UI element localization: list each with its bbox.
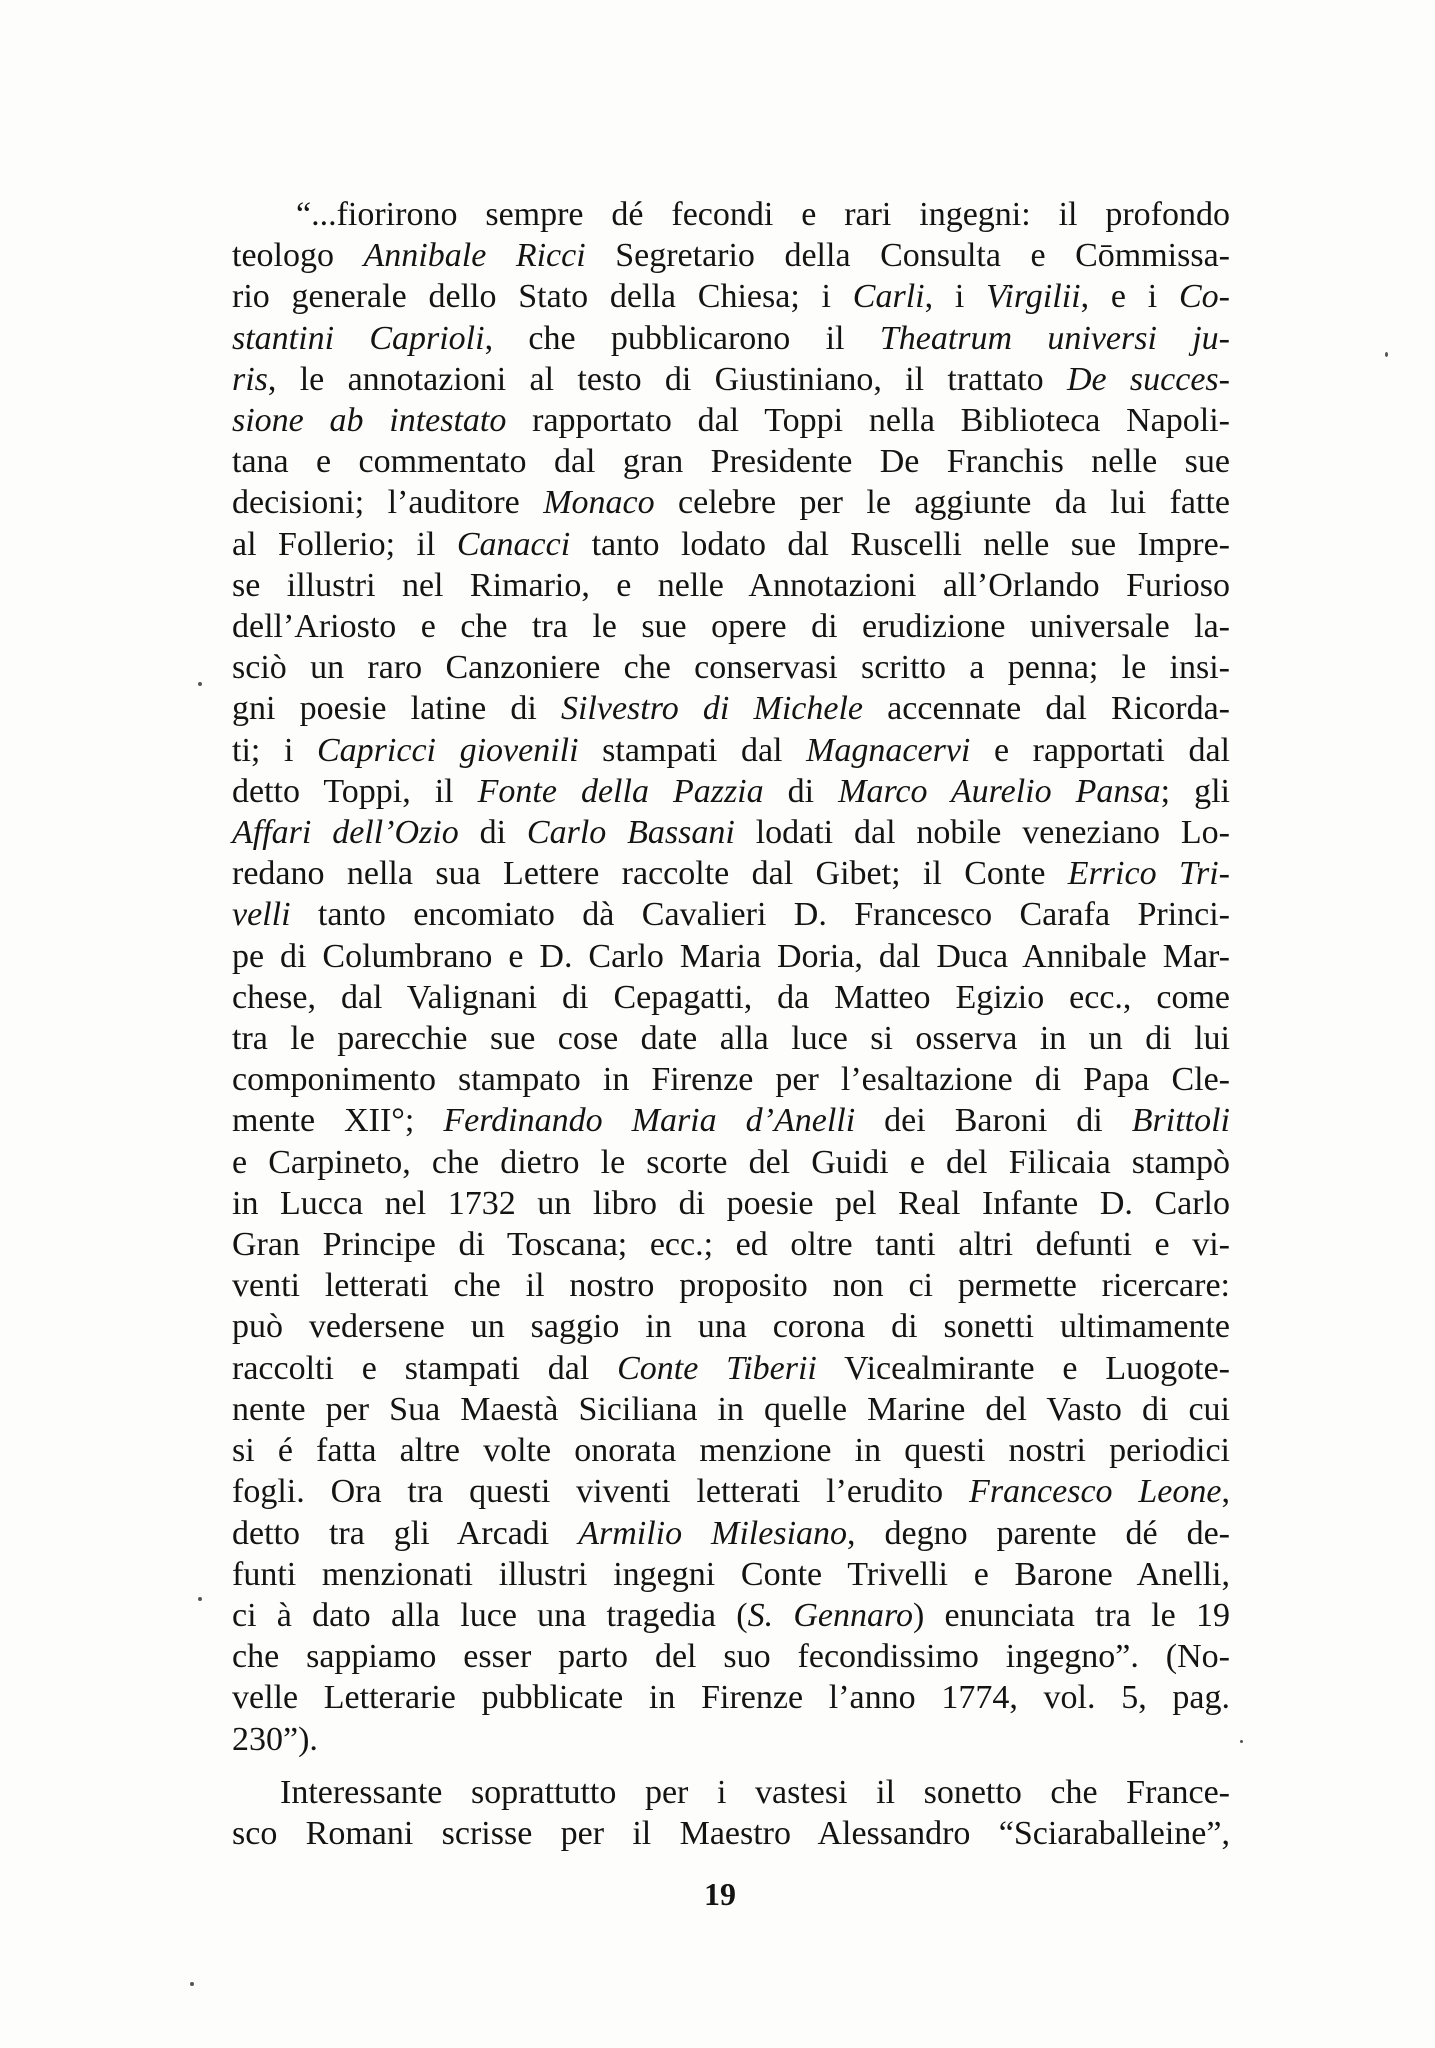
text-line	[232, 936, 1230, 977]
italic-text: Theatrum universi ju-	[879, 319, 1230, 357]
text-segment: tanto encomiato dà Cavalieri D. Francesco Carafa Princi-	[290, 896, 1230, 934]
italic-text: S. Gennaro	[747, 1596, 913, 1634]
text-line	[232, 1348, 1230, 1389]
text-segment: stampati dal	[578, 731, 807, 769]
text-line	[232, 1554, 1230, 1595]
text-line	[232, 1100, 1230, 1141]
text-segment: tanto lodato dal Ruscelli nelle sue Impre-	[570, 525, 1230, 563]
text-segment: nente per Sua Maestà Siciliana in quelle Marine del Vasto di cui	[232, 1390, 1230, 1428]
italic-text: Errico Tri-	[1067, 855, 1230, 893]
text-segment: di	[458, 814, 527, 852]
text-line	[232, 441, 1230, 482]
text-segment: Segretario della Consulta e Cōmmissa-	[585, 237, 1231, 275]
text-line	[232, 688, 1230, 729]
text-segment: fogli. Ora tra questi viventi letterati l’erudito	[232, 1473, 970, 1511]
text-line	[232, 1389, 1230, 1430]
text-segment: e rapportati dal	[970, 731, 1230, 769]
text-line	[232, 1265, 1230, 1306]
text-line	[232, 1513, 1230, 1554]
text-line	[232, 194, 1230, 235]
text-segment: , degno parente dé de-	[847, 1514, 1230, 1552]
text-segment: 230”).	[232, 1720, 318, 1758]
text-segment: che sappiamo esser parto del suo fecondissimo ingegno”. (No-	[232, 1638, 1230, 1676]
italic-text: Carli	[852, 278, 925, 316]
text-segment: accennate dal Ricorda-	[863, 690, 1231, 728]
text-line	[232, 1018, 1230, 1059]
italic-text: Conte Tiberii	[617, 1349, 817, 1387]
text-line	[232, 276, 1230, 317]
italic-text: Armilio Milesiano	[578, 1514, 848, 1552]
italic-text: ris	[232, 360, 268, 398]
text-line	[232, 853, 1230, 894]
text-segment: redano nella sua Lettere raccolte dal Gibet; il Conte	[232, 855, 1068, 893]
text-segment: teologo	[232, 237, 364, 275]
text-line	[232, 318, 1230, 359]
text-segment: velle Letterarie pubblicate in Firenze l’anno 1774, vol. 5, pag.	[232, 1679, 1230, 1717]
page-number: 19	[704, 1876, 736, 1912]
text-line	[232, 1059, 1230, 1100]
text-line	[232, 400, 1230, 441]
text-segment: , che pubblicarono il	[484, 319, 880, 357]
text-segment: detto tra gli Arcadi	[232, 1514, 579, 1552]
italic-text: Marco Aurelio Pansa	[838, 772, 1161, 810]
text-segment: , le annotazioni al testo di Giustiniano, il trattato	[267, 360, 1067, 398]
text-line	[232, 1224, 1230, 1265]
italic-text: Ferdinando Maria d’Anelli	[443, 1102, 856, 1140]
text-segment: Interessante soprattutto per i vastesi il sonetto che France-	[280, 1773, 1230, 1811]
body-text	[232, 194, 1230, 1854]
italic-text: Virgilii	[986, 278, 1081, 316]
text-line	[232, 1430, 1230, 1471]
dust-speck	[190, 1982, 194, 1986]
text-line	[232, 1471, 1230, 1512]
text-line	[232, 1595, 1230, 1636]
text-line	[232, 359, 1230, 400]
text-segment: rio generale dello Stato della Chiesa; i	[232, 278, 853, 316]
text-segment: chese, dal Valignani di Cepagatti, da Matteo Egizio ecc., come	[232, 978, 1230, 1016]
text-segment: funti menzionati illustri ingegni Conte Trivelli e Barone Anelli,	[232, 1555, 1230, 1593]
text-segment: decisioni; l’auditore	[232, 484, 544, 522]
text-segment: sciò un raro Canzoniere che conservasi scritto a penna; le insi-	[232, 649, 1230, 687]
text-segment: Vicealmirante e Luogote-	[816, 1349, 1230, 1387]
italic-text: Carlo Bassani	[526, 814, 735, 852]
text-line	[232, 606, 1230, 647]
text-segment: Gran Principe di Toscana; ecc.; ed oltre tanti altri defunti e vi-	[232, 1226, 1230, 1264]
text-segment: , e i	[1080, 278, 1179, 316]
text-segment: tana e commentato dal gran Presidente De Franchis nelle sue	[232, 443, 1230, 481]
text-segment: di	[763, 772, 839, 810]
text-segment: mente XII°;	[232, 1102, 444, 1140]
dust-speck	[1240, 1740, 1243, 1743]
text-line	[232, 1306, 1230, 1347]
text-segment: ) enunciata tra le 19	[912, 1596, 1230, 1634]
text-line	[232, 1142, 1230, 1183]
text-segment: “...fiorirono sempre dé fecondi e rari ingegni: il profondo	[296, 196, 1230, 233]
dust-speck	[1385, 352, 1388, 357]
text-segment: e Carpineto, che dietro le scorte del Guidi e del Filicaia stampò	[232, 1143, 1230, 1181]
italic-text: Francesco Leone	[969, 1473, 1222, 1511]
text-segment: gni poesie latine di	[232, 690, 561, 728]
text-segment: celebre per le aggiunte da lui fatte	[654, 484, 1230, 522]
text-line	[232, 1183, 1230, 1224]
text-segment: tra le parecchie sue cose date alla luce si osserva in un di lui	[232, 1020, 1230, 1058]
text-segment: pe di Columbrano e D. Carlo Maria Doria, dal Duca Annibale Mar-	[232, 937, 1230, 975]
text-line	[232, 771, 1230, 812]
italic-text: Co-	[1179, 278, 1230, 316]
text-line	[232, 977, 1230, 1018]
italic-text: Magnacervi	[806, 731, 971, 769]
italic-text: stantini Caprioli	[232, 319, 485, 357]
italic-text: velli	[232, 896, 291, 934]
dust-speck	[198, 682, 202, 686]
italic-text: Silvestro di Michele	[560, 690, 863, 728]
text-segment: lodati dal nobile veneziano Lo-	[734, 814, 1230, 852]
text-line	[232, 812, 1230, 853]
italic-text: Fonte della Pazzia	[477, 772, 764, 810]
text-segment: si é fatta altre volte onorata menzione in questi nostri periodici	[232, 1432, 1230, 1470]
text-line	[232, 1772, 1230, 1813]
text-segment: al Follerio; il	[232, 525, 457, 563]
text-segment: raccolti e stampati dal	[232, 1349, 618, 1387]
text-line	[232, 482, 1230, 523]
text-segment: ,	[1221, 1473, 1230, 1511]
text-segment: dei Baroni di	[855, 1102, 1132, 1140]
text-segment: detto Toppi, il	[232, 772, 478, 810]
text-segment: , i	[924, 278, 987, 316]
text-segment: ; gli	[1160, 772, 1230, 810]
italic-text: De succes-	[1066, 360, 1230, 398]
text-segment: dell’Ariosto e che tra le sue opere di erudizione universale la-	[232, 608, 1230, 646]
italic-text: Canacci	[456, 525, 571, 563]
text-line	[232, 1719, 1230, 1760]
text-segment: venti letterati che il nostro proposito non ci permette ricercare:	[232, 1267, 1230, 1305]
text-segment: può vedersene un saggio in una corona di sonetti ultimamente	[232, 1308, 1230, 1346]
italic-text: Brittoli	[1131, 1102, 1230, 1140]
text-segment: rapportato dal Toppi nella Biblioteca Napoli-	[506, 402, 1230, 440]
text-line	[232, 730, 1230, 771]
text-segment: componimento stampato in Firenze per l’esaltazione di Papa Cle-	[232, 1061, 1230, 1099]
text-line	[232, 1813, 1230, 1854]
italic-text: Affari dell’Ozio	[232, 814, 459, 852]
text-line	[232, 1636, 1230, 1677]
text-segment: ci à dato alla luce una tragedia (	[232, 1596, 748, 1634]
text-segment: se illustri nel Rimario, e nelle Annotazioni all’Orlando Furioso	[232, 566, 1230, 604]
text-line	[232, 235, 1230, 276]
italic-text: Monaco	[543, 484, 655, 522]
text-line	[232, 647, 1230, 688]
text-line	[232, 524, 1230, 565]
italic-text: Annibale Ricci	[363, 237, 586, 275]
dust-speck	[198, 1597, 202, 1601]
text-line	[232, 894, 1230, 935]
text-line	[232, 565, 1230, 606]
text-segment: sco Romani scrisse per il Maestro Alessandro “Sciaraballeine”,	[232, 1814, 1230, 1852]
italic-text: Capricci giovenili	[317, 731, 579, 769]
text-line	[232, 1677, 1230, 1718]
text-segment: in Lucca nel 1732 un libro di poesie pel Real Infante D. Carlo	[232, 1184, 1230, 1222]
italic-text: sione ab intestato	[232, 402, 507, 440]
text-segment: ti; i	[232, 731, 317, 769]
